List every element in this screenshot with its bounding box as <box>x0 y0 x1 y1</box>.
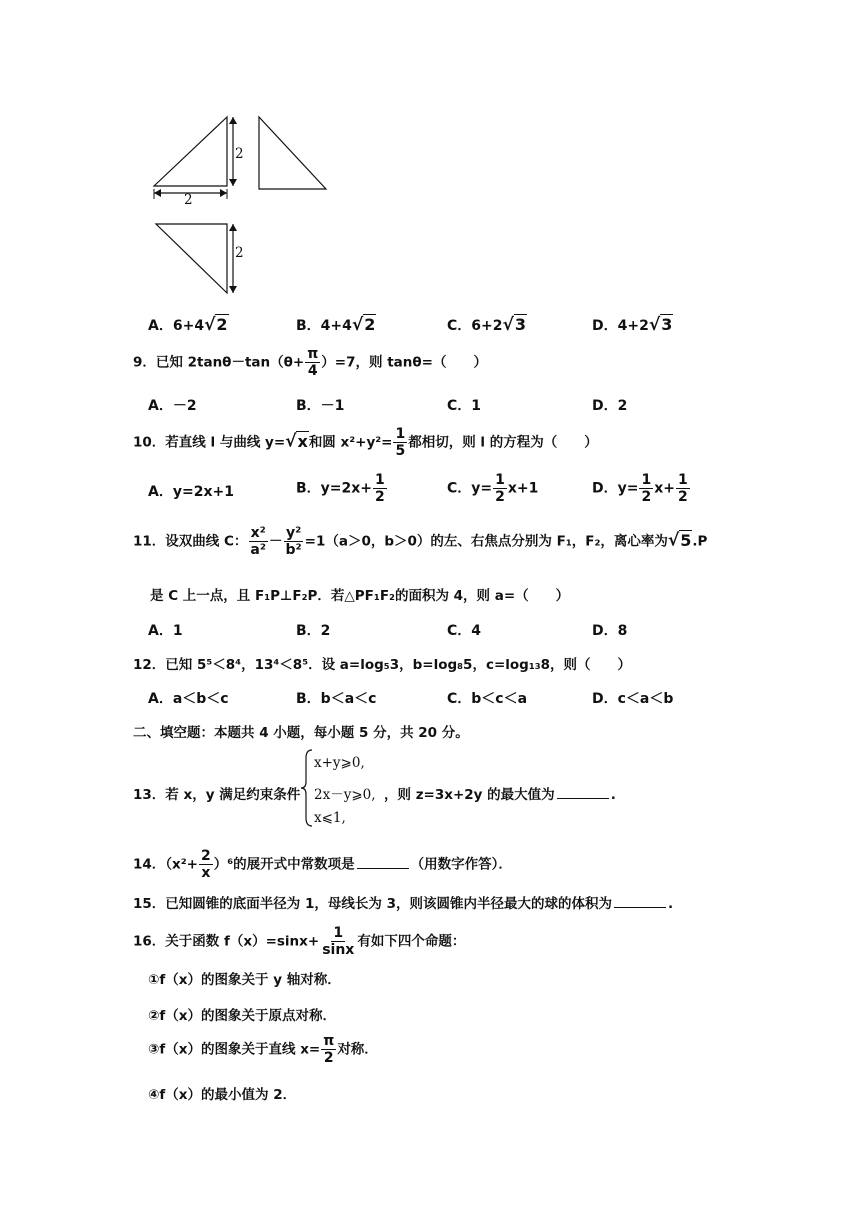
question-14: 14．（x²+ $\frac{2}{x}$ ）⁶的展开式中常数项是 （用数字作答）． <box>133 848 512 881</box>
question-9: 9．已知 2tanθ－tan（θ+ $\frac{\pi}{4}$ ）=7，则 tanθ=（ ） <box>133 346 487 379</box>
q16-proposition-2: ②f（x）的图象关于原点对称． <box>148 1008 337 1024</box>
answer-blank[interactable] <box>357 856 409 869</box>
q11-option-a: A．1 <box>148 623 183 639</box>
front-view <box>154 117 237 199</box>
section-2-heading: 二、填空题：本题共 4 小题，每小题 5 分，共 20 分。 <box>133 725 469 741</box>
question-15: 15．已知圆锥的底面半径为 1，母线长为 3，则该圆锥内半径最大的球的体积为 . <box>133 896 674 912</box>
q10-option-c: C．y= $\frac{1}{2}$ x+1 <box>447 472 539 505</box>
q8-option-b: B．4+4√2 <box>296 315 376 335</box>
q12-option-c: C．b＜c＜a <box>447 691 528 707</box>
q8-option-a: A．6+4√2 <box>148 315 228 335</box>
question-13-post: ，则 z=3x+2y 的最大值为 . <box>384 787 616 803</box>
q13-brace <box>300 748 314 828</box>
q8-option-c: C．6+2√3 <box>447 315 526 335</box>
question-16: 16．关于函数 f（x）=sinx+ $\frac{1}{\sin x}$ 有如下四个命题： <box>133 925 466 958</box>
q9-option-a: A．－2 <box>148 398 197 414</box>
question-11-line1: 11．设双曲线 C： $\frac{\text{x²}}{\text{a²}}$ － $\frac{\text{y²}}{\text{b²}}$ =1（a＞0，b＞0）的左、右焦点分别为 F₁，F₂，离心率为√5.P <box>133 525 708 558</box>
q9-option-c: C．1 <box>447 398 482 414</box>
q9-option-b: B．－1 <box>296 398 345 414</box>
question-12: 12．已知 5⁵＜8⁴，13⁴＜8⁵．设 a=log₅3，b=log₈5，c=log₁₃8，则（ ） <box>133 657 632 673</box>
q12-option-a: A．a＜b＜c <box>148 691 229 707</box>
question-11-line2: 是 C 上一点，且 F₁P⊥F₂P．若△PF₁F₂的面积为 4，则 a=（ ） <box>150 588 570 604</box>
q10-option-d: D．y= $\frac{1}{2}$ x+ $\frac{1}{2}$ <box>592 472 688 505</box>
q10-option-b: B．y=2x+ $\frac{1}{2}$ <box>296 472 385 505</box>
q13-constraint-3: x⩽1, <box>314 810 346 826</box>
q11-option-b: B．2 <box>296 623 331 639</box>
q8-option-d: D．4+2√3 <box>592 315 673 335</box>
q16-proposition-4: ④f（x）的最小值为 2． <box>148 1087 297 1103</box>
side-view <box>259 117 326 189</box>
answer-blank[interactable] <box>557 786 609 799</box>
figure-label-height: 2 <box>235 146 244 162</box>
q12-option-d: D．c＜a＜b <box>592 691 674 707</box>
q13-constraint-2: 2x－y⩾0, <box>314 787 376 803</box>
q16-proposition-1: ①f（x）的图象关于 y 轴对称． <box>148 972 341 988</box>
q10-option-a: A．y=2x+1 <box>148 484 234 500</box>
q11-option-c: C．4 <box>447 623 482 639</box>
q16-proposition-3: ③f（x）的图象关于直线 x= $\frac{\pi}{2}$ 对称． <box>148 1033 378 1066</box>
q9-option-d: D．2 <box>592 398 628 414</box>
figure-label-width: 2 <box>184 192 193 208</box>
question-10: 10．若直线 l 与曲线 y=√x和圆 x²+y²= $\frac{1}{5}$ 都相切，则 l 的方程为（ ） <box>133 426 598 459</box>
three-view-figure <box>140 110 340 300</box>
figure-label-depth: 2 <box>235 245 244 261</box>
answer-blank[interactable] <box>614 895 666 908</box>
top-view <box>156 224 237 293</box>
q13-constraint-1: x+y⩾0, <box>314 755 365 771</box>
q11-option-d: D．8 <box>592 623 628 639</box>
question-13-pre: 13．若 x，y 满足约束条件 <box>133 787 301 803</box>
q12-option-b: B．b＜a＜c <box>296 691 377 707</box>
